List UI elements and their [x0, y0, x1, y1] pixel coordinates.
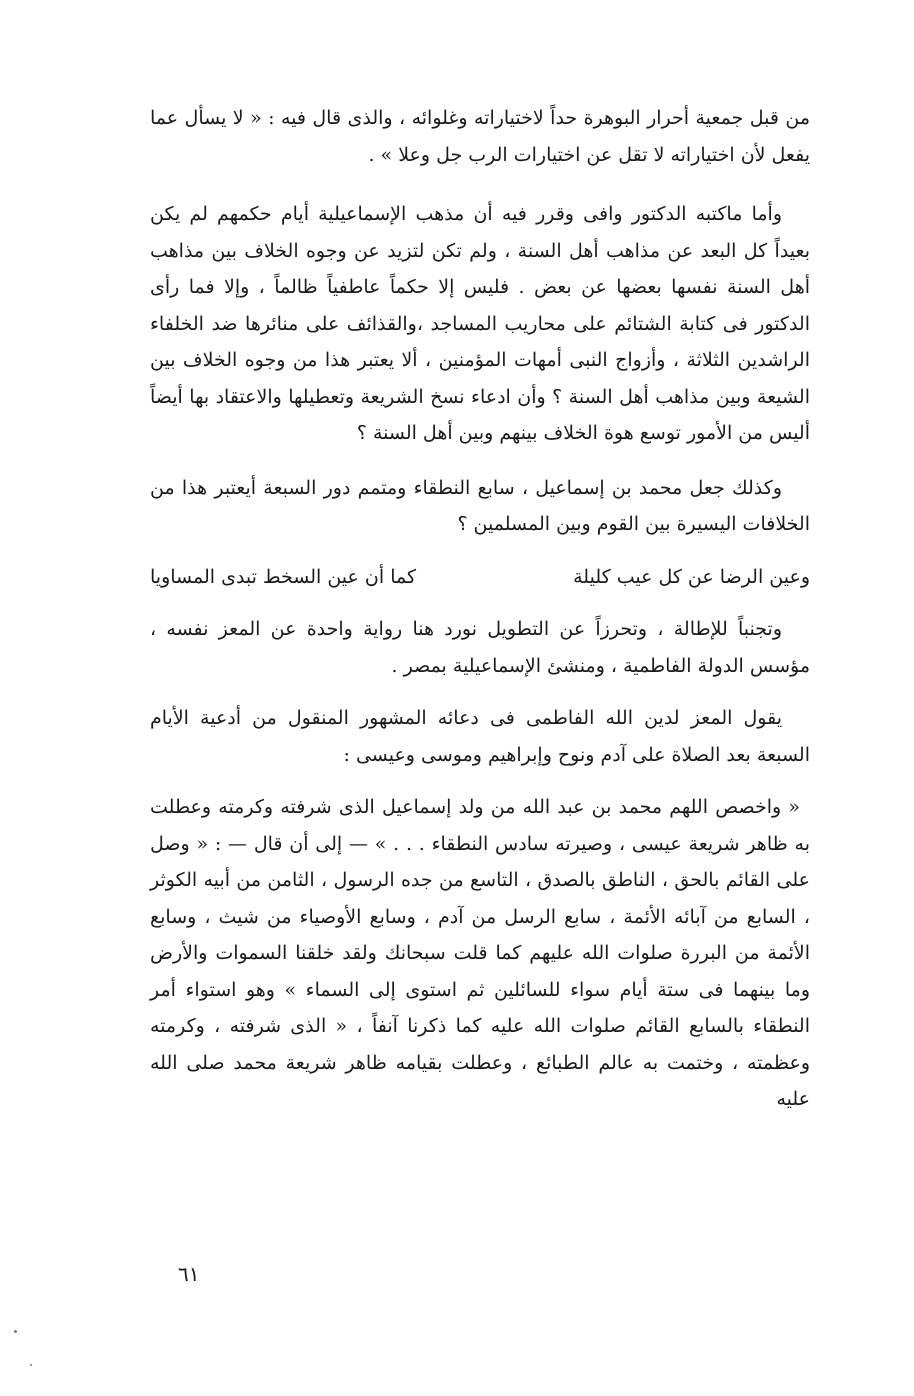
paragraph-3: وكذلك جعل محمد بن إسماعيل ، سابع النطقاء ومتمم دور السبعة أيعتبر هذا من الخلافات اليسيرة بين القوم وبين المسلمين ؟	[150, 476, 810, 535]
scan-speck	[30, 1364, 32, 1366]
verse-second-hemistich: كما أن عين السخط تبدى المساويا	[150, 565, 417, 588]
verse-first-hemistich: وعين الرضا عن كل عيب كليلة	[573, 565, 810, 588]
page-number: ٦١	[178, 1262, 200, 1286]
paragraph-2: وأما ماكتبه الدكتور وافى وقرر فيه أن مذهب الإسماعيلية أيام حكمهم لم يكن بعيداً كل البعد عن مذاهب أهل السنة ، ولم تكن لتزيد عن وجوه الخلاف بين مذاهب أهل السنة نفسها بعضها عن بعض . فليس إلا حكماً عاطفياً ظالماً ، وإلا فما رأى الدكتور فى كتابة الشتائم على محاريب المساجد ،والقذائف على منائرها ضد الخلفاء الراشدين الثلاثة ، وأزواج النبى أمهات المؤمنين ، ألا يعتبر هذا من وجوه الخلاف بين الشيعة وبين مذاهب أهل السنة ؟ وأن ادعاء نسخ الشريعة وتعطيلها والاعتقاد بها أيضاً أليس من الأمور توسع هوة الخلاف بينهم وبين أهل السنة ؟	[150, 203, 810, 444]
page-text-block	[150, 100, 810, 1118]
paragraph-5: يقول المعز لدين الله الفاطمى فى دعائه المشهور المنقول من أدعية الأيام السبعة بعد الصلاة على آدم ونوح وإبراهيم وموسى وعيسى :	[150, 707, 810, 766]
poetry-verse	[150, 559, 810, 596]
paragraph-4: وتجنباً للإطالة ، وتحرزاً عن التطويل نورد هنا رواية واحدة عن المعز نفسه ، مؤسس الدولة الفاطمية ، ومنشئ الإسماعيلية بمصر .	[150, 618, 810, 677]
paragraph-1: من قبل جمعية أحرار البوهرة حداً لاختياراته وغلوائه ، والذى قال فيه : « لا يسأل عما يفعل لأن اختياراته لا تقل عن اختيارات الرب جل وعلا » .	[150, 107, 810, 166]
scan-speck	[14, 1330, 17, 1333]
paragraph-6-quotation: « واخصص اللهم محمد بن عبد الله من ولد إسماعيل الذى شرفته وكرمته وعطلت به ظاهر شريعة عيسى ، وصيرته سادس النطقاء . . . » — إلى أن قال — : « وصل على القائم بالحق ، الناطق بالصدق ، التاسع من جده الرسول ، الثامن من أبيه الكوثر ، السابع من آبائه الأئمة ، سابع الرسل من آدم ، وسابع الأوصياء من شيث ، وسابع الأئمة من البررة صلوات الله عليهم كما قلت سبحانك ولقد خلقنا السموات والأرض وما بينهما فى ستة أيام سواء للسائلين ثم استوى إلى السماء » وهو استواء أمر النطقاء بالسابع القائم صلوات الله عليه كما ذكرنا آنفاً ، « الذى شرفته ، وكرمته وعظمته ، وختمت به عالم الطبائع ، وعطلت بقيامه ظاهر شريعة محمد صلى الله عليه	[150, 796, 810, 1110]
